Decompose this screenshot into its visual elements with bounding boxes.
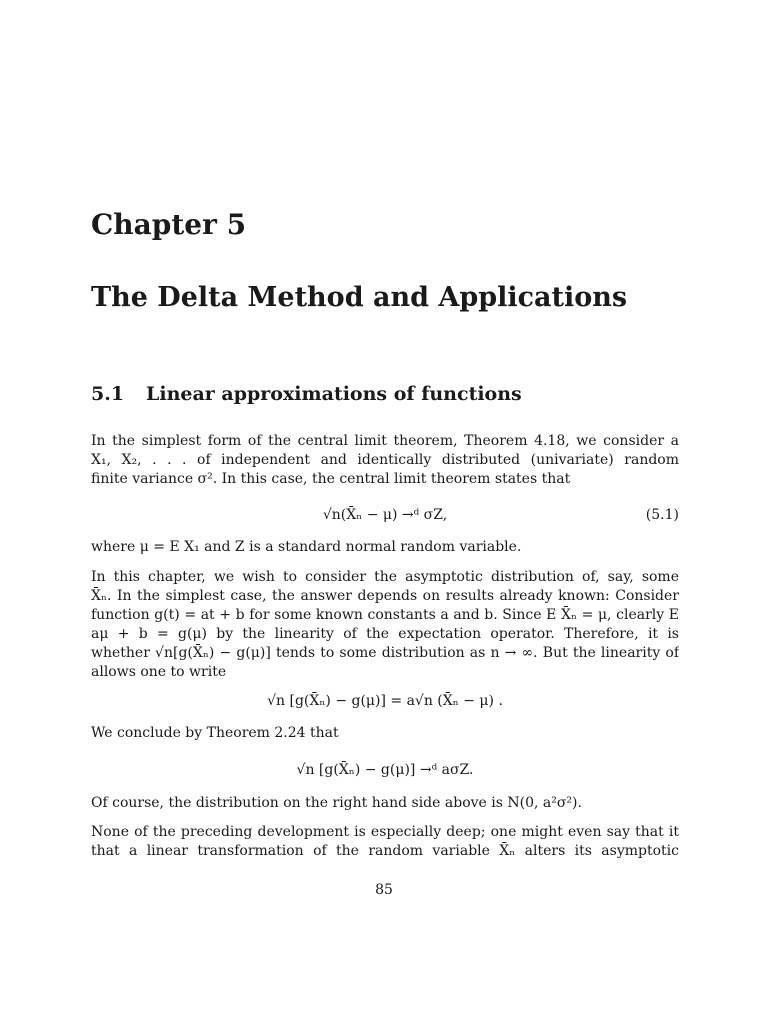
equation-text: √n [g(X̄ₙ) − g(μ)] = a√n (X̄ₙ − μ) . (267, 693, 503, 709)
paragraph-line: X̄ₙ. In the simplest case, the answer depends on results already known: Consider (91, 588, 679, 604)
paragraph-4 (91, 724, 679, 743)
equation-conclusion (91, 759, 679, 781)
section-title: Linear approximations of functions (146, 383, 522, 405)
chapter-title: The Delta Method and Applications (91, 282, 628, 313)
equation-text: √n [g(X̄ₙ) − g(μ)] →ᵈ aσZ. (296, 762, 474, 778)
paragraph-6 (91, 823, 679, 861)
paragraph-line: where μ = E X₁ and Z is a standard normal random variable. (91, 539, 522, 555)
paragraph-line: We conclude by Theorem 2.24 that (91, 725, 339, 741)
paragraph-line: that a linear transformation of the random variable X̄ₙ alters its asymptotic (91, 843, 679, 859)
paragraph-3 (91, 568, 679, 682)
paragraph-line: aμ + b = g(μ) by the linearity of the expectation operator. Therefore, it is (91, 626, 679, 642)
paragraph-line: finite variance σ². In this case, the central limit theorem states that (91, 471, 571, 487)
section-heading (91, 383, 522, 405)
equation-5-1 (91, 504, 679, 526)
paragraph-line: X₁, X₂, . . . of independent and identically distributed (univariate) random (91, 452, 679, 468)
page-number: 85 (375, 882, 393, 898)
paragraph-line: Of course, the distribution on the right hand side above is N(0, a²σ²). (91, 795, 582, 811)
paragraph-line: function g(t) = at + b for some known constants a and b. Since E X̄ₙ = μ, clearly E (91, 607, 679, 623)
paragraph-5 (91, 794, 679, 813)
equation-number: (5.1) (645, 507, 679, 523)
paragraph-line: In this chapter, we wish to consider the asymptotic distribution of, say, some (91, 569, 679, 585)
paragraph-line: In the simplest form of the central limit theorem, Theorem 4.18, we consider a (91, 433, 679, 449)
paragraph-line: whether √n[g(X̄ₙ) − g(μ)] tends to some distribution as n → ∞. But the linearity of (91, 645, 679, 661)
paragraph-line: allows one to write (91, 664, 227, 680)
paragraph-line: None of the preceding development is especially deep; one might even say that it (91, 824, 679, 840)
paragraph-1 (91, 432, 679, 489)
section-number: 5.1 (91, 383, 125, 405)
paragraph-2 (91, 538, 679, 557)
chapter-label: Chapter 5 (91, 208, 247, 241)
equation-text: √n(X̄ₙ − μ) →ᵈ σZ, (322, 507, 448, 523)
equation-linear (91, 690, 679, 712)
